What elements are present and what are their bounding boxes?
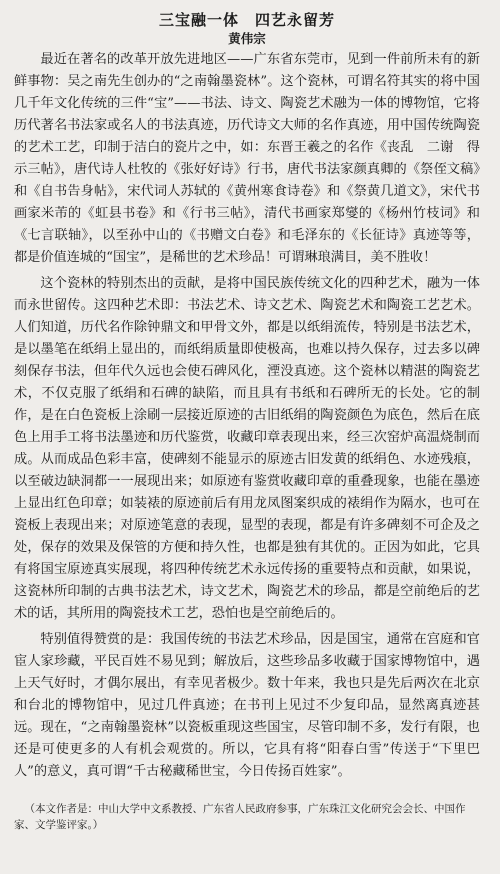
article-author: 黄伟宗 [228,31,266,46]
article-title: 三宝融一体 四艺永留芳 [158,11,335,29]
article-paragraph: 这个瓷林的特别杰出的贡献，是将中国民族传统文化的四种艺术，融为一体而永世留传。这四种艺术即：书法艺术、诗文艺术、陶瓷艺术和陶瓷工艺艺术。人们知道，历代名作除钟鼎文和甲骨文外，都是以纸绢流传，特别是书法艺术，是以墨笔在纸绢上显出的，而纸绢质量即使极高，也难以持久保存，过去多以碑刻保存书法，但年代久远也会使石碑风化，湮没真迹。这个瓷林以精湛的陶瓷艺术，不仅克服了纸绢和石碑的缺陷，而且具有书纸和石碑所无的长处。它的制作，是在白色瓷板上涂刷一层接近原迹的古旧纸绢的陶瓷颜色为底色，然后在底色上用手工将书法墨迹和历代鉴赏，收藏印章表现出来，经三次窑炉高温烧制而成。从而成品色彩丰富，使碑刻不能显示的原迹古旧发黄的纸绢色、水迹残痕，以至破边缺洞都一一展现出来；如原迹有鉴赏收藏印章的重叠现象，也能在墨迹上显出红色印章；如装裱的原迹前后有用龙凤图案织成的裱绢作为隔水，也可在瓷板上表现出来；对原迹笔意的表现，显型的表现，都是有许多碑刻不可企及之处，保存的效果及保管的方便和持久性，也都是独有其优的。正因为如此，它具有将国宝原迹真实展现，将四种传统艺术永远传扬的重要特点和贡献，如果说，这瓷林所印制的古典书法艺术，诗文艺术，陶瓷艺术的珍品，都是空前绝后的艺术的话，其所用的陶瓷技术工艺，恐怕也是空前绝后的。 [14,276,480,621]
author-note: （本文作者是：中山大学中文系教授、广东省人民政府参事，广东珠江文化研究会会长、中国作家、文学鉴评家。） [14,803,466,831]
article-paragraph: 最近在著名的改革开放先进地区——广东省东莞市，见到一件前所未有的新鲜事物：吴之南先生创办的“之南翰墨瓷林”。这个瓷林，可谓名符其实的将中国几千年文化传统的三件“宝”——书法、诗文、陶瓷艺术融为一体的博物馆，它将历代著名书法家或名人的书法真迹，历代诗文大师的名作真迹，用中国传统陶瓷的艺术工艺，印制于洁白的瓷片之中，如：东晋王羲之的名作《丧乱 二谢 得示三帖》，唐代诗人杜牧的《张好好诗》行书，唐代书法家颜真卿的《祭侄文稿》和《自书告身帖》，宋代词人苏轼的《黄州寒食诗卷》和《祭黄几道文》，宋代书画家米芾的《虹县书卷》和《行书三帖》，清代书画家郑燮的《杨州竹枝词》和《七言联轴》，以至孙中山的《书赠文白卷》和毛泽东的《长征诗》真迹等等，都是价值连城的“国宝”，是稀世的艺术珍品！可谓琳琅满目，美不胜收！ [14,52,480,265]
article-paragraph: 特别值得赞赏的是：我国传统的书法艺术珍品，因是国宝，通常在宫庭和官宦人家珍藏，平民百姓不易见到；解放后，这些珍品多收藏于国家博物馆中，遇上天气好时，才偶尔展出，有幸见者极少。数十年来，我也只是先后两次在北京和台北的博物馆中，见过几件真迹；在书刊上见过不少复印品，显然离真迹甚远。现在，“之南翰墨瓷林”以瓷板重现这些国宝，尽管印制不多，发行有限，也还是可使更多的人有机会观赏的。所以，它具有将“阳春白雪”传送于“下里巴人”的意义，真可谓“千古秘藏稀世宝，今日传扬百姓家”。 [14,632,480,779]
